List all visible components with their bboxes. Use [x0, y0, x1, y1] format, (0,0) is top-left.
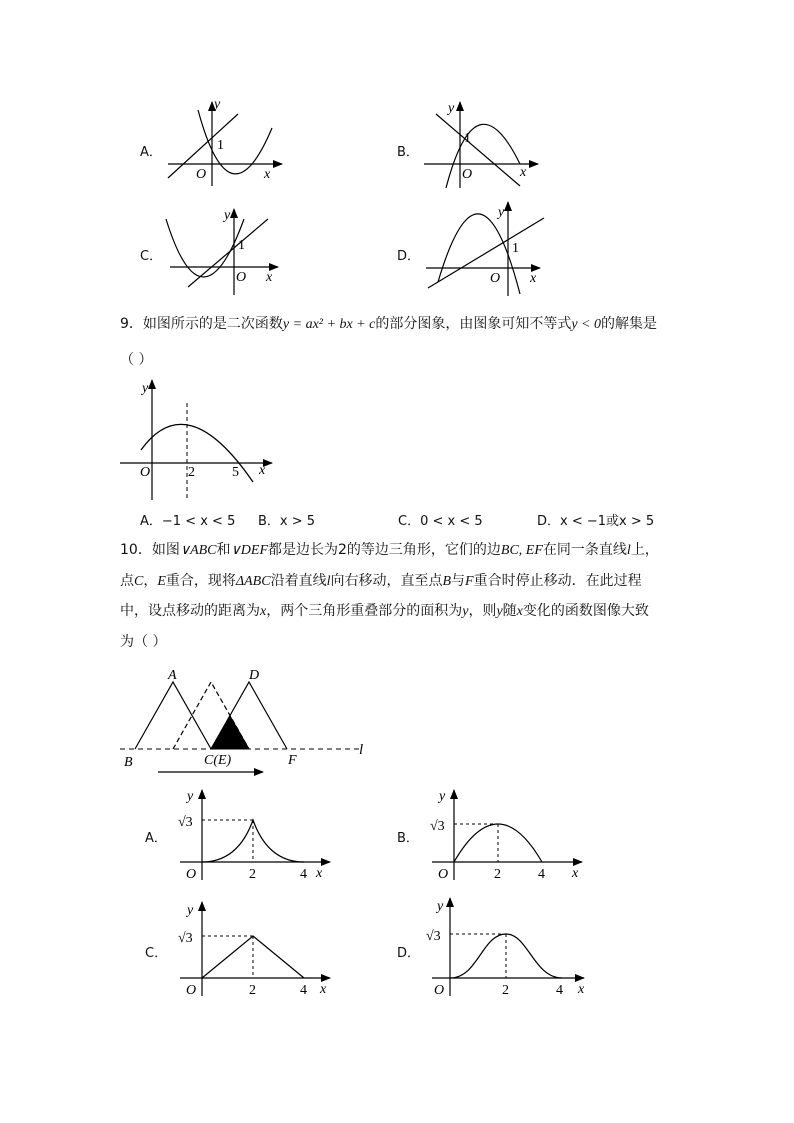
question-10-line-1: 10．如图∨ABC和∨DEF都是边长为2的等边三角形，它们的边BC, EF在同一条直线l上， — [120, 542, 659, 558]
tick-label-2: 2 — [249, 983, 256, 998]
intercept-label: 1 — [512, 241, 519, 256]
tick-label-4: 4 — [300, 983, 307, 998]
parabola-graph — [166, 219, 244, 277]
q9-graph — [116, 376, 276, 502]
intercept-label: 1 — [217, 138, 224, 153]
parabola-graph — [446, 124, 520, 188]
q10-option-b-letter[interactable]: B． — [397, 831, 419, 846]
q10-triangles-figure — [118, 666, 378, 782]
q8-option-b-letter[interactable]: B． — [397, 145, 419, 160]
question-10-line-4: 为（ ） — [120, 634, 167, 650]
tick-label-2: 2 — [188, 465, 195, 480]
point-b-label: B — [124, 755, 133, 770]
y-label: y — [439, 789, 446, 804]
tick-label-5: 5 — [232, 465, 239, 480]
answer-parentheses: （ ） — [120, 352, 153, 368]
question-9-text: 9．如图所示的是二次函数y = ax² + bx + c的部分图象，由图象可知不等式y < 0的解集是 — [120, 316, 657, 332]
tick-label-4: 4 — [300, 867, 307, 882]
intercept-label: 1 — [464, 131, 471, 146]
sqrt3-label: √3 — [178, 931, 193, 946]
point-a-label: A — [168, 668, 177, 683]
sqrt3-label: √3 — [426, 929, 441, 944]
q10-option-d-letter[interactable]: D． — [397, 946, 421, 961]
q10-graph-c — [170, 898, 340, 998]
y-label: y — [437, 899, 444, 914]
x-label: x — [572, 866, 579, 881]
origin-label: O — [462, 167, 473, 182]
origin-label: O — [236, 270, 247, 285]
point-ce-label: C(E) — [204, 753, 232, 768]
tick-label-2: 2 — [249, 867, 256, 882]
q8-option-c-letter[interactable]: C． — [140, 249, 163, 264]
origin-label: O — [438, 867, 449, 882]
x-label: x — [259, 463, 266, 478]
y-label: y — [224, 208, 231, 223]
q8-graph-b — [418, 98, 548, 190]
intercept-label: 1 — [238, 238, 245, 253]
question-number: 10． — [120, 542, 152, 558]
tick-label-2: 2 — [502, 983, 509, 998]
q9-option-b[interactable]: B．x > 5 — [258, 514, 316, 529]
point-d-label: D — [249, 668, 260, 683]
y-label: y — [498, 205, 505, 220]
tick-label-2: 2 — [494, 867, 501, 882]
origin-label: O — [140, 465, 151, 480]
q8-graph-d — [420, 198, 550, 298]
q9-option-d[interactable]: D．x < −1或x > 5 — [537, 514, 655, 529]
y-label: y — [142, 381, 149, 396]
x-label: x — [266, 270, 273, 285]
origin-label: O — [186, 867, 197, 882]
q8-graph-c — [162, 205, 292, 297]
y-label: y — [187, 903, 194, 918]
y-label: y — [448, 101, 455, 116]
sqrt3-label: √3 — [430, 819, 445, 834]
x-label: x — [264, 167, 271, 182]
x-label: x — [578, 982, 585, 997]
q9-option-c[interactable]: C．0 < x < 5 — [398, 514, 483, 529]
q9-option-a[interactable]: A．−1 < x < 5 — [140, 514, 236, 529]
q10-graph-d — [422, 894, 594, 998]
overlap-region — [211, 716, 249, 749]
line-graph — [428, 218, 544, 288]
triangle-abc — [135, 682, 211, 749]
origin-label: O — [186, 983, 197, 998]
line-l-label: l — [359, 742, 364, 758]
quadratic-formula: y = ax² + bx + c — [282, 317, 376, 332]
q10-option-a-letter[interactable]: A． — [145, 831, 167, 846]
question-number: 9． — [120, 316, 143, 332]
q10-option-c-letter[interactable]: C． — [145, 946, 168, 961]
q8-graph-a — [160, 98, 290, 188]
sqrt3-label: √3 — [178, 815, 193, 830]
line-graph — [436, 114, 520, 186]
x-label: x — [320, 982, 327, 997]
question-10-line-3: 中，设点移动的距离为x，两个三角形重叠部分的面积为y，则y随x变化的函数图像大致 — [120, 603, 649, 619]
x-label: x — [520, 165, 527, 180]
origin-label: O — [434, 983, 445, 998]
q8-option-a-letter[interactable]: A． — [140, 145, 162, 160]
x-label: x — [530, 271, 537, 286]
point-f-label: F — [288, 753, 297, 768]
q10-graph-b — [422, 786, 592, 882]
origin-label: O — [490, 271, 501, 286]
q10-graph-a — [170, 786, 340, 882]
y-label: y — [187, 789, 194, 804]
origin-label: O — [196, 167, 207, 182]
tick-label-4: 4 — [538, 867, 545, 882]
inequality: y < 0 — [571, 317, 601, 332]
x-label: x — [316, 866, 323, 881]
y-label: y — [214, 98, 221, 112]
q8-option-d-letter[interactable]: D． — [397, 249, 421, 264]
tick-label-4: 4 — [556, 983, 563, 998]
question-10-line-2: 点C，E重合，现将ΔABC沿着直线l向右移动，直至点B与F重合时停止移动．在此过程 — [120, 573, 642, 589]
